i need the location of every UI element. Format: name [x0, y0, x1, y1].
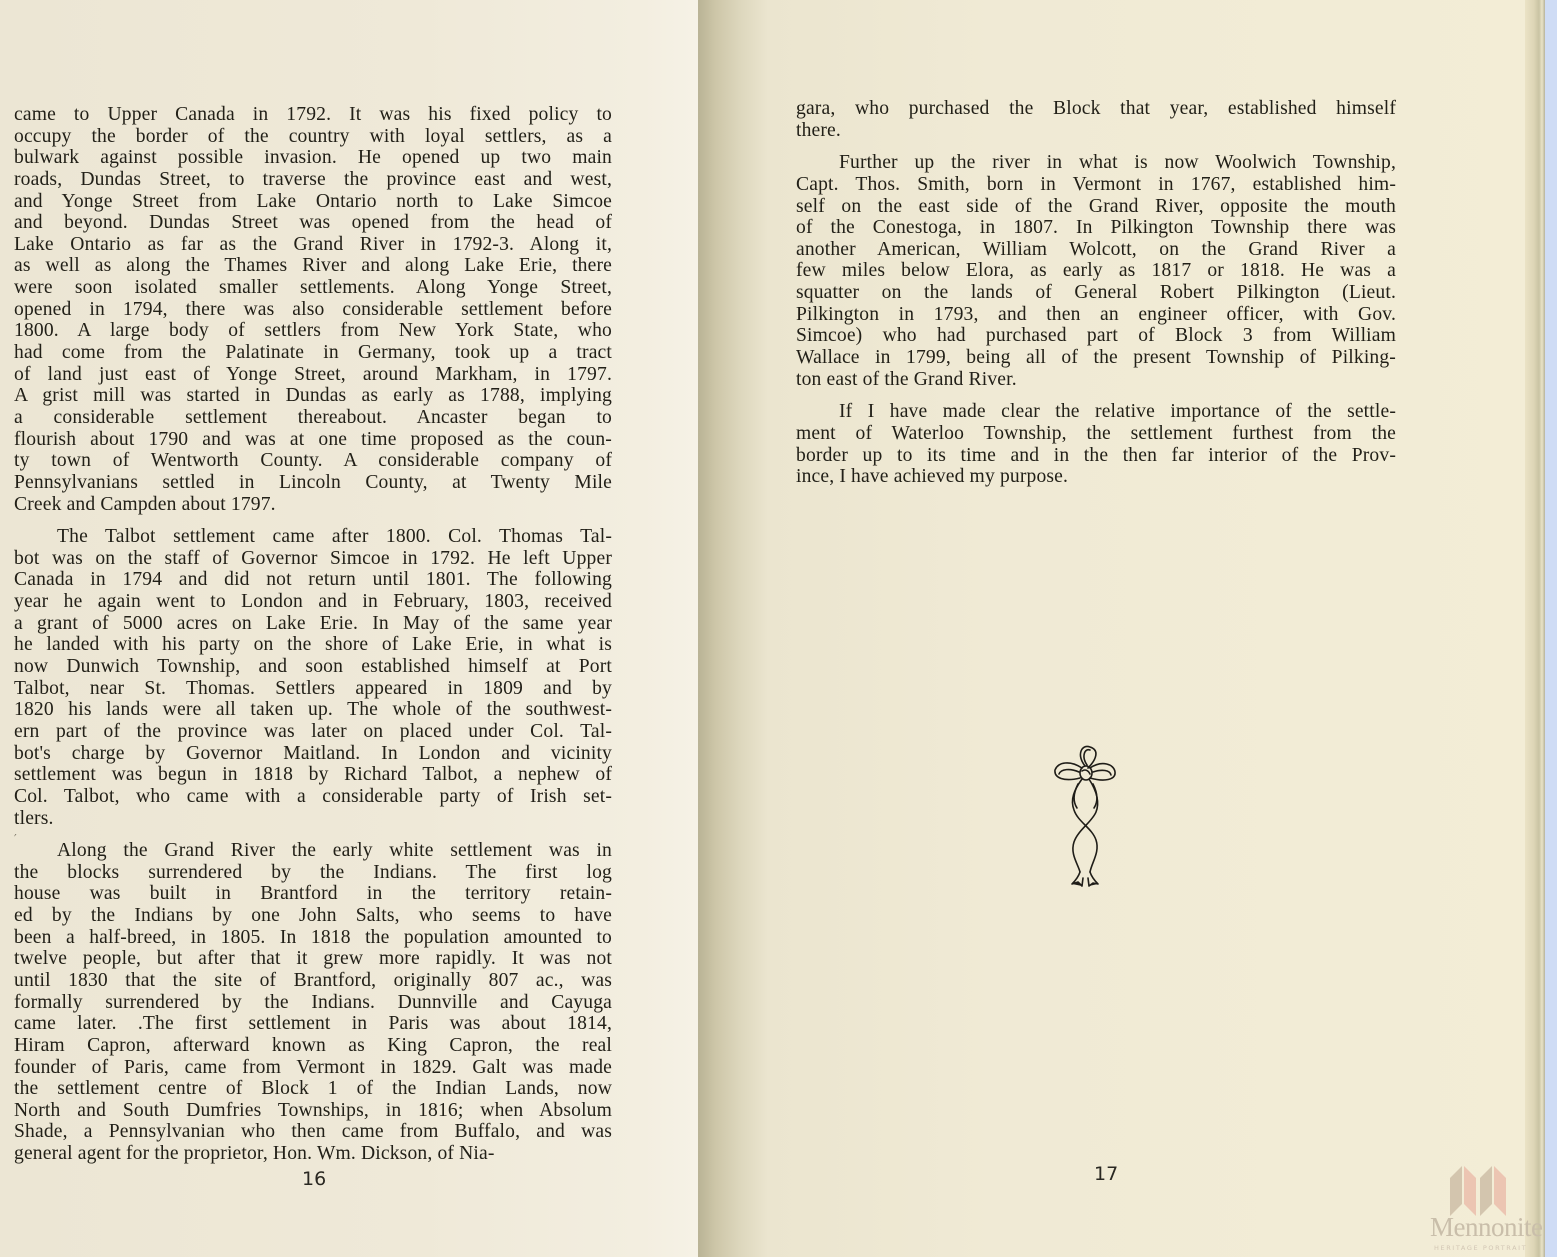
text-line: as well as along the Thames River and along Lake Erie, there	[14, 255, 612, 277]
text-line: Wallace in 1799, being all of the present Township of Pilking-	[796, 347, 1396, 369]
text-line: Pennsylvanians settled in Lincoln County, at Twenty Mile	[14, 471, 612, 493]
paragraph-gap	[14, 829, 612, 840]
watermark-name: Mennonite	[1430, 1212, 1543, 1242]
text-line: were soon isolated smaller settlements. Along Yonge Street,	[14, 277, 612, 299]
text-line: until 1830 that the site of Brantford, originally 807 ac., was	[14, 969, 612, 991]
text-line: flourish about 1790 and was at one time proposed as the coun-	[14, 428, 612, 450]
text-line: of land just east of Yonge Street, around Markham, in 1797.	[14, 363, 612, 385]
text-line: founder of Paris, came from Vermont in 1829. Galt was made	[14, 1056, 612, 1078]
paragraph-gap	[796, 141, 1396, 152]
text-line: year he again went to London and in February, 1803, received	[14, 591, 612, 613]
text-line: ment of Waterloo Township, the settlement furthest from the	[796, 422, 1396, 444]
text-line: he landed with his party on the shore of Lake Erie, in what is	[14, 634, 612, 656]
left-page-text	[14, 104, 612, 1165]
text-line: Simcoe) who had purchased part of Block 3 from William	[796, 325, 1396, 347]
text-line: and beyond. Dundas Street was opened from the head of	[14, 212, 612, 234]
text-line: ern part of the province was later on placed under Col. Tal-	[14, 720, 612, 742]
text-line: Capt. Thos. Smith, born in Vermont in 1767, established him-	[796, 173, 1396, 195]
paragraph-gap	[14, 515, 612, 526]
text-line: ty town of Wentworth County. A considerable company of	[14, 450, 612, 472]
text-line: had come from the Palatinate in Germany, took up a tract	[14, 342, 612, 364]
text-line: If I have made clear the relative importance of the settle-	[839, 401, 1396, 423]
text-line: of the Conestoga, in 1807. In Pilkington Township there was	[796, 217, 1396, 239]
text-line: bot was on the staff of Governor Simcoe in 1792. He left Upper	[14, 547, 612, 569]
stray-mark: ′	[14, 832, 17, 846]
text-line: formally surrendered by the Indians. Dunnville and Cayuga	[14, 991, 612, 1013]
text-line: a considerable settlement thereabout. Ancaster began to	[14, 406, 612, 428]
text-line: North and South Dumfries Townships, in 1816; when Absolum	[14, 1099, 612, 1121]
ribbon-bow-ornament-icon	[1052, 744, 1118, 890]
text-line: Lake Ontario as far as the Grand River in 1792-3. Along it,	[14, 233, 612, 255]
text-line: 1820 his lands were all taken up. The whole of the southwest-	[14, 699, 612, 721]
text-line: ince, I have achieved my purpose.	[796, 466, 1069, 488]
text-line: self on the east side of the Grand River, opposite the mouth	[796, 195, 1396, 217]
paragraph	[14, 840, 612, 1165]
text-line: ed by the Indians by one John Salts, who seems to have	[14, 905, 612, 927]
text-line: Canada in 1794 and did not return until 1801. The following	[14, 569, 612, 591]
page-number-right: 17	[1094, 1163, 1119, 1185]
text-line: bulwark against possible invasion. He opened up two main	[14, 147, 612, 169]
text-line: roads, Dundas Street, to traverse the province east and west,	[14, 168, 612, 190]
watermark-logo-icon	[1428, 1160, 1557, 1216]
paragraph	[796, 401, 1396, 488]
watermark-subtitle: HERITAGE PORTRAIT	[1434, 1244, 1528, 1252]
text-line: twelve people, but after that it grew more rapidly. It was not	[14, 948, 612, 970]
text-line: Talbot, near St. Thomas. Settlers appeared in 1809 and by	[14, 677, 612, 699]
text-line: Further up the river in what is now Woolwich Township,	[839, 152, 1396, 174]
text-line: ton east of the Grand River.	[796, 368, 1017, 390]
text-line: the blocks surrendered by the Indians. The first log	[14, 861, 612, 883]
text-line: another American, William Wolcott, on the Grand River a	[796, 238, 1396, 260]
text-line: 1800. A large body of settlers from New York State, who	[14, 320, 612, 342]
text-line: Hiram Capron, afterward known as King Capron, the real	[14, 1034, 612, 1056]
text-line: been a half-breed, in 1805. In 1818 the population amounted to	[14, 926, 612, 948]
text-line: Pilkington in 1793, and then an engineer officer, with Gov.	[796, 303, 1396, 325]
page-number-left: 16	[302, 1168, 327, 1190]
text-line: few miles below Elora, as early as 1817 or 1818. He was a	[796, 260, 1396, 282]
paragraph-gap	[796, 390, 1396, 401]
book-gutter	[698, 0, 768, 1257]
text-line: A grist mill was started in Dundas as early as 1788, implying	[14, 385, 612, 407]
paragraph	[796, 98, 1396, 141]
mennonite-heritage-watermark	[1428, 1160, 1557, 1257]
text-line: general agent for the proprietor, Hon. Wm. Dickson, of Nia-	[14, 1143, 495, 1165]
text-line: Col. Talbot, who came with a considerable party of Irish set-	[14, 785, 612, 807]
text-line: opened in 1794, there was also considerable settlement before	[14, 298, 612, 320]
text-line: house was built in Brantford in the territory retain-	[14, 883, 612, 905]
text-line: occupy the border of the country with loyal settlers, as a	[14, 125, 612, 147]
text-line: bot's charge by Governor Maitland. In London and vicinity	[14, 742, 612, 764]
text-line: border up to its time and in the then far interior of the Prov-	[796, 444, 1396, 466]
text-line: tlers.	[14, 807, 54, 829]
page-edge	[1525, 0, 1545, 1257]
text-line: came to Upper Canada in 1792. It was his fixed policy to	[14, 104, 612, 125]
text-line: Shade, a Pennsylvanian who then came from Buffalo, and was	[14, 1121, 612, 1143]
text-line: there.	[796, 119, 841, 141]
text-line: squatter on the lands of General Robert Pilkington (Lieut.	[796, 282, 1396, 304]
paragraph	[14, 526, 612, 829]
text-line: now Dunwich Township, and soon established himself at Port	[14, 656, 612, 678]
right-page-text	[796, 98, 1396, 488]
text-line: gara, who purchased the Block that year, established himself	[796, 98, 1396, 119]
paragraph	[14, 104, 612, 515]
text-line: and Yonge Street from Lake Ontario north to Lake Simcoe	[14, 190, 612, 212]
text-line: came later. .The first settlement in Paris was about 1814,	[14, 1013, 612, 1035]
text-line: a grant of 5000 acres on Lake Erie. In May of the same year	[14, 612, 612, 634]
paragraph	[796, 152, 1396, 390]
text-line: The Talbot settlement came after 1800. Col. Thomas Tal-	[57, 526, 612, 548]
text-line: settlement was begun in 1818 by Richard Talbot, a nephew of	[14, 764, 612, 786]
text-line: Creek and Campden about 1797.	[14, 493, 276, 515]
text-line: Along the Grand River the early white settlement was in	[57, 840, 612, 862]
text-line: the settlement centre of Block 1 of the Indian Lands, now	[14, 1078, 612, 1100]
